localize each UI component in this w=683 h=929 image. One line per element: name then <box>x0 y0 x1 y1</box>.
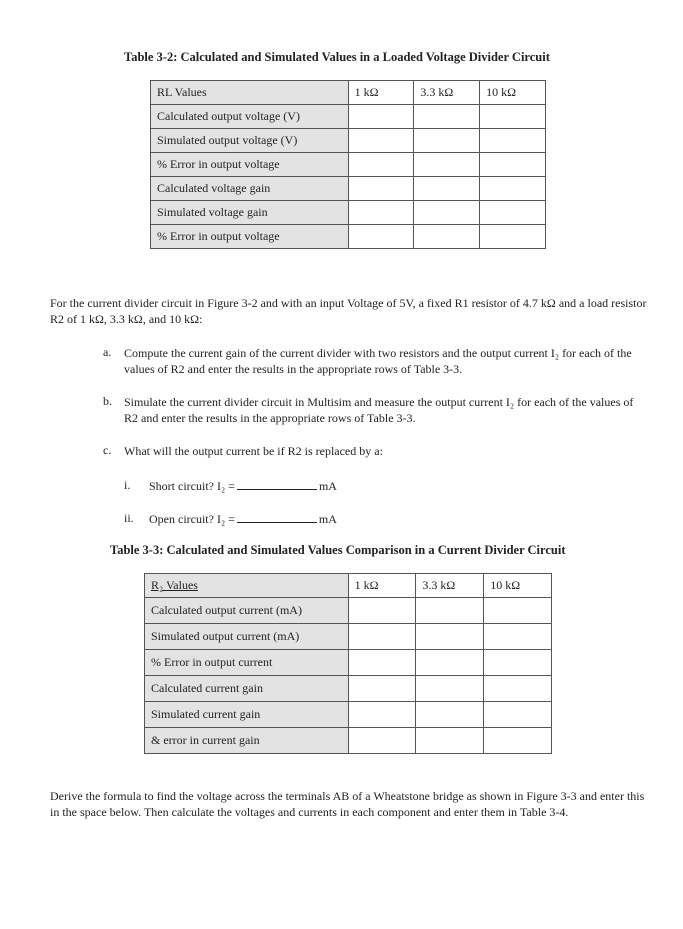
input-cell[interactable] <box>416 676 484 702</box>
table-row <box>145 650 552 676</box>
input-cell[interactable] <box>414 105 480 129</box>
item-b-text: Simulate the current divider circuit in Multisim and measure the output current I₂ for each of the values of R2 and enter the results in the appropriate rows of Table 3-3. <box>124 395 634 425</box>
input-cell[interactable] <box>480 105 546 129</box>
input-cell[interactable] <box>348 624 416 650</box>
subitem-i-marker: i. <box>124 478 131 492</box>
input-cell[interactable] <box>484 676 552 702</box>
input-cell[interactable] <box>414 177 480 201</box>
row-label: Simulated voltage gain <box>151 201 349 225</box>
item-a-marker: a. <box>103 345 112 359</box>
short-circuit-answer-blank[interactable] <box>237 478 317 490</box>
subitem-i-text: Short circuit? I₂ = <box>149 479 235 493</box>
item-c-text: What will the output current be if R2 is replaced by a: <box>124 444 383 458</box>
table-row <box>151 129 546 153</box>
input-cell[interactable] <box>416 650 484 676</box>
row-label: Simulated current gain <box>145 702 349 728</box>
input-cell[interactable] <box>348 153 414 177</box>
table-row <box>145 702 552 728</box>
row-label: Simulated output current (mA) <box>145 624 349 650</box>
input-cell[interactable] <box>348 702 416 728</box>
open-circuit-answer-blank[interactable] <box>237 511 317 523</box>
subitem-ii-unit: mA <box>318 512 337 526</box>
subitem-ii-marker: ii. <box>124 511 134 525</box>
subitem-ii-line <box>149 511 337 527</box>
input-cell[interactable] <box>416 598 484 624</box>
table-row <box>145 624 552 650</box>
input-cell[interactable] <box>348 177 414 201</box>
input-cell[interactable] <box>416 702 484 728</box>
table-row <box>151 177 546 201</box>
table-row <box>145 728 552 754</box>
input-cell[interactable] <box>348 676 416 702</box>
table-header-row <box>145 574 552 598</box>
row-label: Calculated voltage gain <box>151 177 349 201</box>
row-label: Calculated output voltage (V) <box>151 105 349 129</box>
input-cell[interactable] <box>348 129 414 153</box>
table-row <box>151 105 546 129</box>
subitem-i-unit: mA <box>318 479 337 493</box>
input-cell[interactable] <box>484 702 552 728</box>
header-rl-values: RL Values <box>151 81 349 105</box>
header-10k: 10 kΩ <box>484 574 552 598</box>
input-cell[interactable] <box>480 153 546 177</box>
input-cell[interactable] <box>480 177 546 201</box>
subitem-i-line <box>149 478 337 494</box>
wheatstone-paragraph: Derive the formula to find the voltage across the terminals AB of a Wheatstone bridge as shown in Figure 3-3 and enter this in the space below. Then calculate the voltages and currents in each component and enter them in Table 3-4. <box>50 789 645 819</box>
input-cell[interactable] <box>480 225 546 249</box>
header-3-3k: 3.3 kΩ <box>416 574 484 598</box>
item-b-marker: b. <box>103 394 112 408</box>
input-cell[interactable] <box>414 225 480 249</box>
input-cell[interactable] <box>416 728 484 754</box>
input-cell[interactable] <box>416 624 484 650</box>
header-10k: 10 kΩ <box>480 81 546 105</box>
input-cell[interactable] <box>480 201 546 225</box>
row-label: % Error in output voltage <box>151 225 349 249</box>
header-1k: 1 kΩ <box>348 574 416 598</box>
table-3-3-caption: Table 3-3: Calculated and Simulated Values Comparison in a Current Divider Circuit <box>110 543 566 557</box>
subitem-ii-text: Open circuit? I₂ = <box>149 512 235 526</box>
row-label: Simulated output voltage (V) <box>151 129 349 153</box>
header-3-3k: 3.3 kΩ <box>414 81 480 105</box>
input-cell[interactable] <box>348 728 416 754</box>
table-row <box>151 201 546 225</box>
item-c-marker: c. <box>103 443 112 457</box>
item-a-text: Compute the current gain of the current divider with two resistors and the output current I₂ for each of the values of R2 and enter the results in the appropriate rows of Table 3-3. <box>124 346 632 376</box>
intro-paragraph: For the current divider circuit in Figure 3-2 and with an input Voltage of 5V, a fixed R1 resistor of 4.7 kΩ and a load resistor R2 of 1 kΩ, 3.3 kΩ, and 10 kΩ: <box>50 296 647 326</box>
table-row <box>145 598 552 624</box>
table-3-3 <box>144 573 552 754</box>
row-label: % Error in output voltage <box>151 153 349 177</box>
row-label: Calculated output current (mA) <box>145 598 349 624</box>
input-cell[interactable] <box>414 153 480 177</box>
input-cell[interactable] <box>484 728 552 754</box>
header-1k: 1 kΩ <box>348 81 414 105</box>
input-cell[interactable] <box>414 129 480 153</box>
table-row <box>151 153 546 177</box>
input-cell[interactable] <box>484 624 552 650</box>
input-cell[interactable] <box>480 129 546 153</box>
input-cell[interactable] <box>348 650 416 676</box>
table-row <box>151 225 546 249</box>
row-label: % Error in output current <box>145 650 349 676</box>
row-label: Calculated current gain <box>145 676 349 702</box>
table-row <box>145 676 552 702</box>
input-cell[interactable] <box>348 105 414 129</box>
input-cell[interactable] <box>414 201 480 225</box>
row-label: & error in current gain <box>145 728 349 754</box>
table-header-row <box>151 81 546 105</box>
input-cell[interactable] <box>348 201 414 225</box>
input-cell[interactable] <box>348 225 414 249</box>
input-cell[interactable] <box>484 598 552 624</box>
input-cell[interactable] <box>348 598 416 624</box>
table-3-2 <box>150 80 546 249</box>
input-cell[interactable] <box>484 650 552 676</box>
table-3-2-caption: Table 3-2: Calculated and Simulated Values in a Loaded Voltage Divider Circuit <box>124 50 550 64</box>
header-r2-values: R₂ Values <box>145 574 349 598</box>
